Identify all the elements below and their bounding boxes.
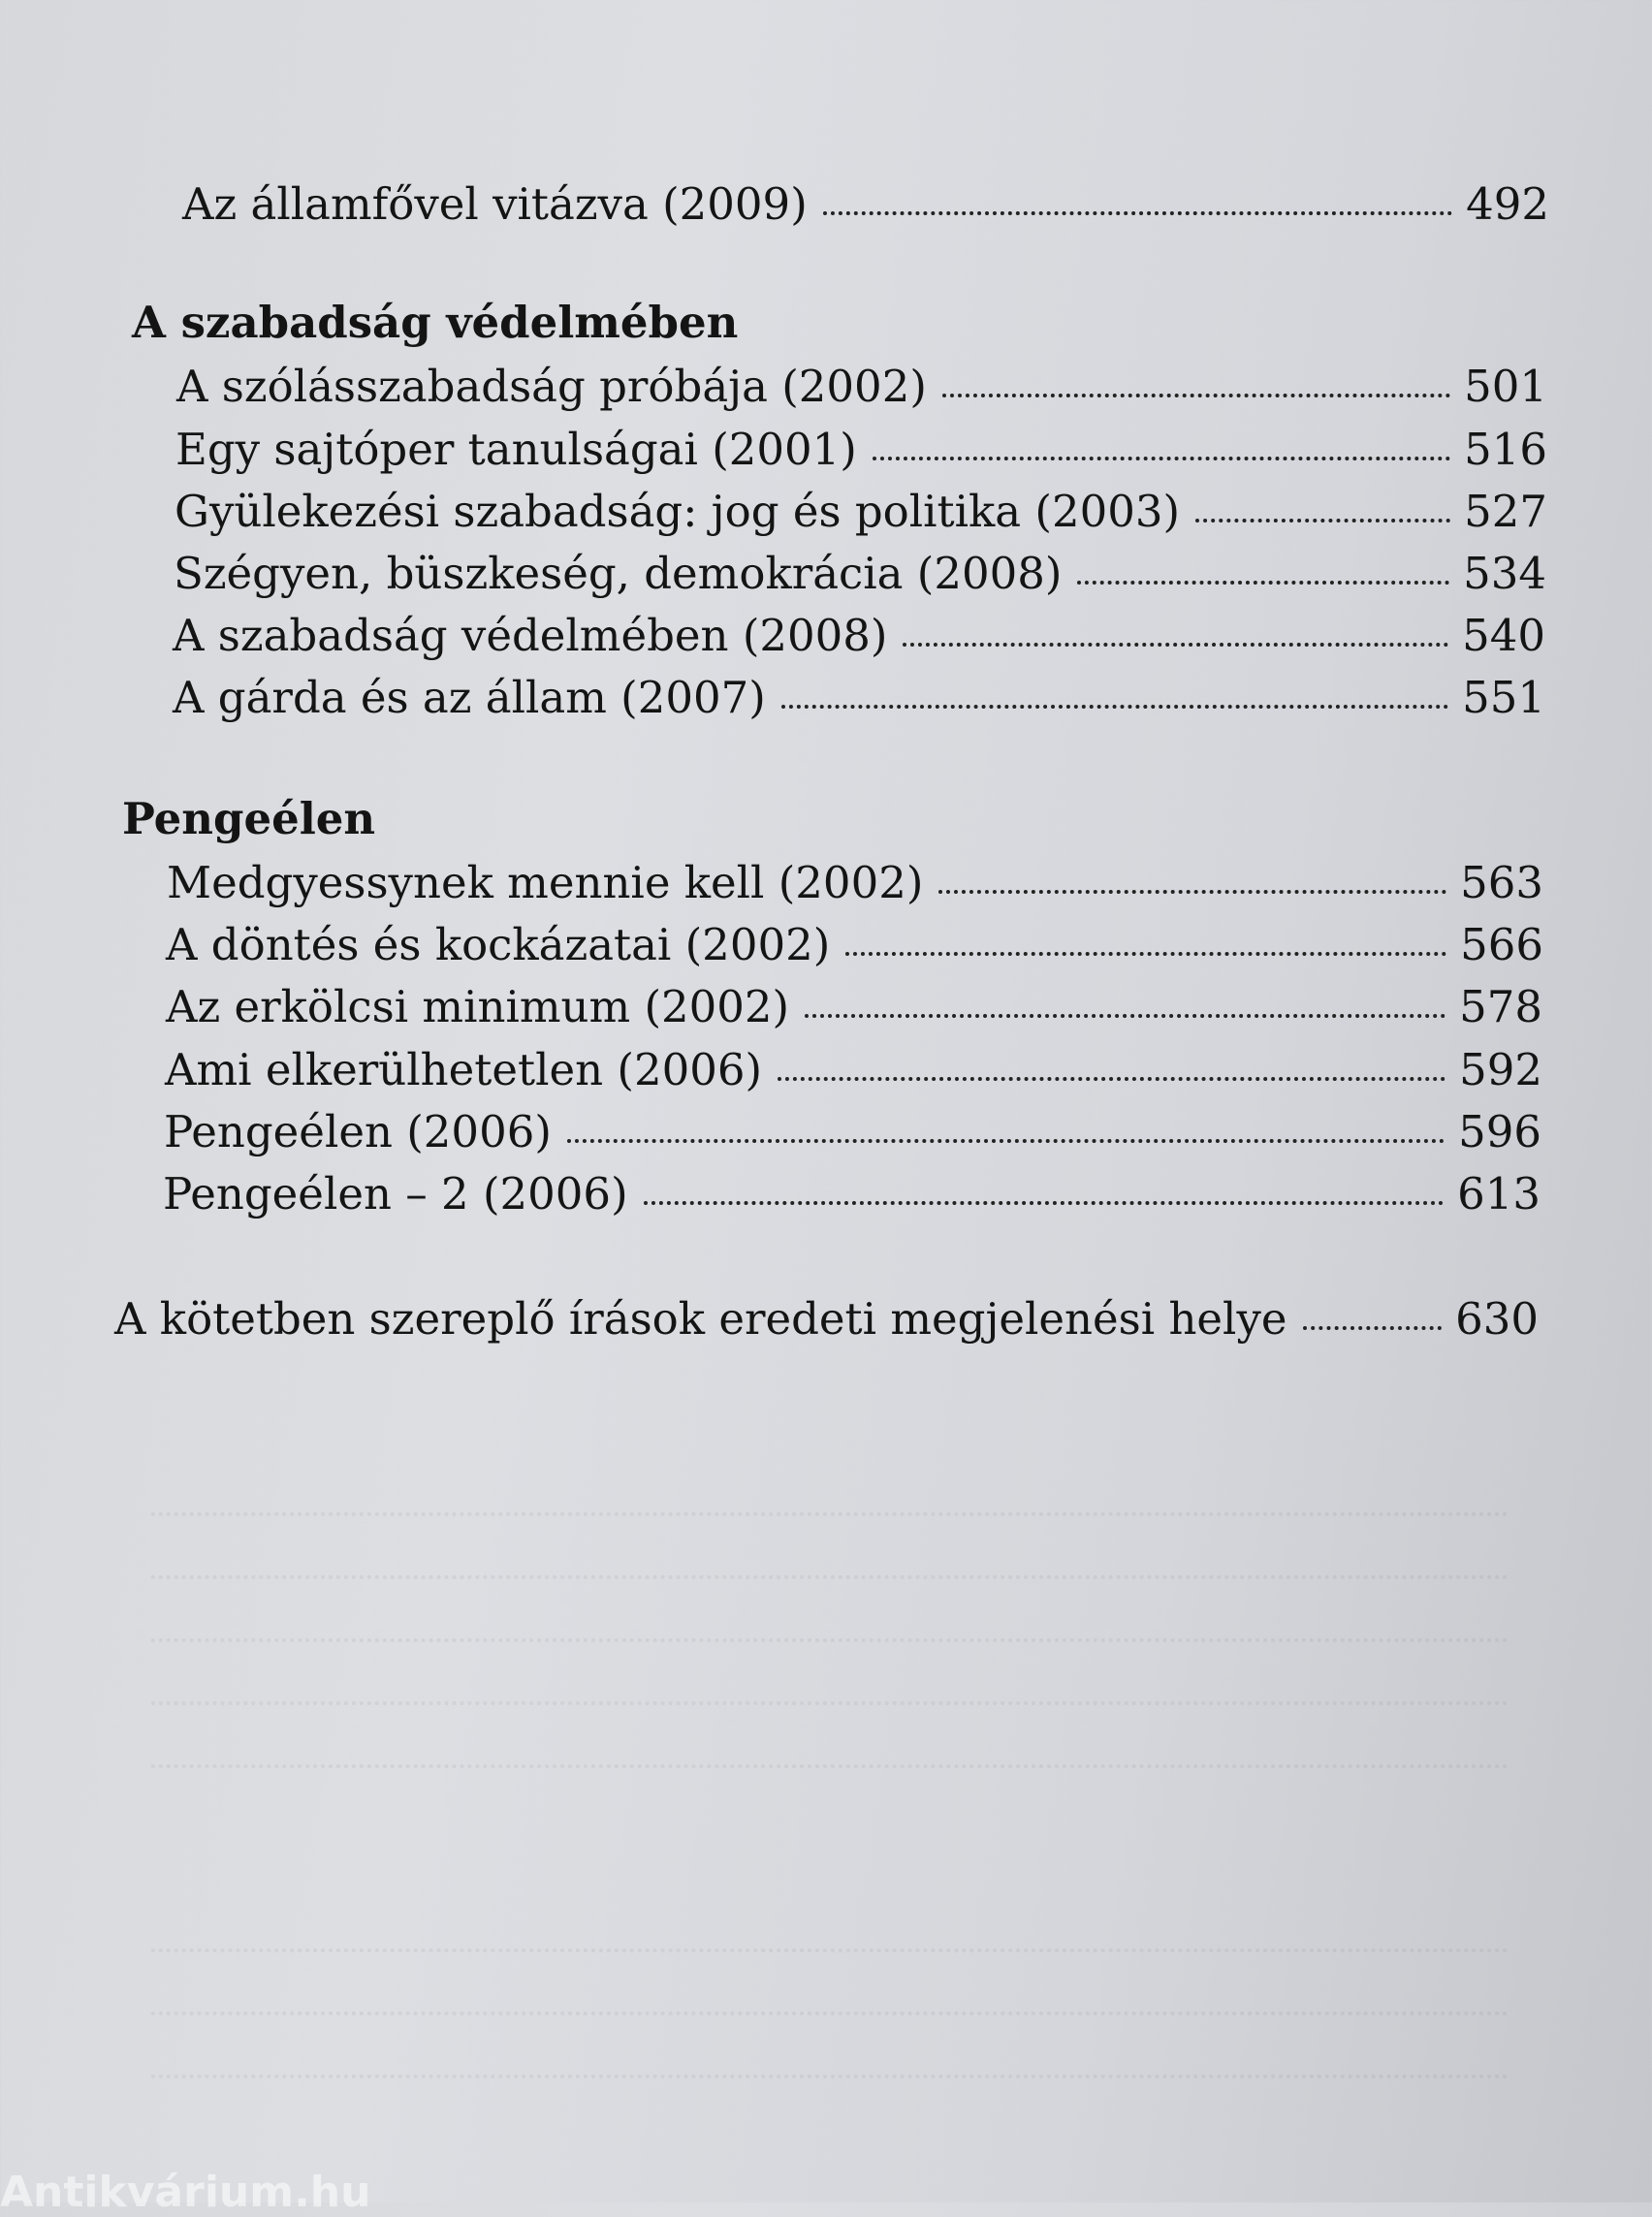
dot-leader [1195,519,1450,523]
toc-entry-page: 551 [1462,672,1545,723]
dot-leader [1077,581,1449,585]
toc-entry-title: A szólásszabadság próbája (2002) [176,361,927,412]
toc-entry [166,919,1543,970]
dot-leader [781,705,1448,709]
toc-entry-title: Gyülekezési szabadság: jog és politika (2003) [175,486,1181,537]
toc-entry-title: Pengeélen (2006) [164,1106,552,1157]
toc-entry-page: 501 [1464,361,1547,412]
toc-entry [174,548,1546,599]
toc-entry-title: Az államfővel vitázva (2009) [182,178,808,230]
dot-leader [942,394,1450,397]
toc-entry [114,1293,1539,1345]
section-heading: Pengeélen [122,793,376,844]
dot-leader [845,952,1446,956]
toc-entry-title: Medgyessynek mennie kell (2002) [167,857,924,908]
toc-entry [164,1106,1541,1157]
toc-entry-title: A szabadság védelmében (2008) [173,610,888,661]
toc-entry [175,424,1547,475]
toc-entry-title: Szégyen, büszkeség, demokrácia (2008) [174,548,1063,599]
toc-entry-page: 592 [1459,1044,1542,1095]
toc-entry [163,1168,1541,1219]
dot-leader [903,643,1448,647]
toc-entry-page: 492 [1466,178,1549,230]
toc-entry-page: 563 [1460,857,1543,908]
section-heading: A szabadság védelmében [132,297,739,348]
toc-entry-page: 516 [1464,424,1547,475]
dot-leader [1303,1326,1443,1330]
dot-leader [778,1077,1446,1081]
toc-entry-page: 540 [1462,610,1545,661]
toc-entry-page: 596 [1458,1106,1541,1157]
toc-entry [173,672,1545,723]
dot-leader [644,1201,1444,1205]
dot-leader [873,457,1450,460]
toc-entry-page: 578 [1459,981,1542,1032]
toc-entry-page: 534 [1463,548,1546,599]
toc-entry-title: A gárda és az állam (2007) [173,672,766,723]
dot-leader [805,1014,1446,1018]
toc-entry-title: A kötetben szereplő írások eredeti megjelenési helye [114,1293,1287,1345]
toc-entry-title: Egy sajtóper tanulságai (2001) [175,424,857,475]
dot-leader [938,890,1446,894]
toc-entry-title: Pengeélen – 2 (2006) [163,1168,628,1219]
toc-entry-title: A döntés és kockázatai (2002) [166,919,831,970]
toc-entry-page: 527 [1464,486,1547,537]
toc-entry-title: Az erkölcsi minimum (2002) [166,981,790,1032]
toc-entry-page: 566 [1460,919,1543,970]
toc-entry [176,361,1547,412]
toc-entry [182,178,1549,230]
toc-entry-page: 630 [1455,1293,1539,1345]
toc-entry [175,486,1547,537]
toc-entry-title: Ami elkerülhetetlen (2006) [165,1044,763,1095]
toc-entry-page: 613 [1457,1168,1541,1219]
dot-leader [567,1139,1445,1143]
toc-entry [165,1044,1542,1095]
toc-entry [173,610,1545,661]
toc-entry [167,857,1543,908]
toc-entry [166,981,1542,1032]
watermark: Antikvárium.hu [0,2168,371,2217]
dot-leader [823,211,1452,215]
